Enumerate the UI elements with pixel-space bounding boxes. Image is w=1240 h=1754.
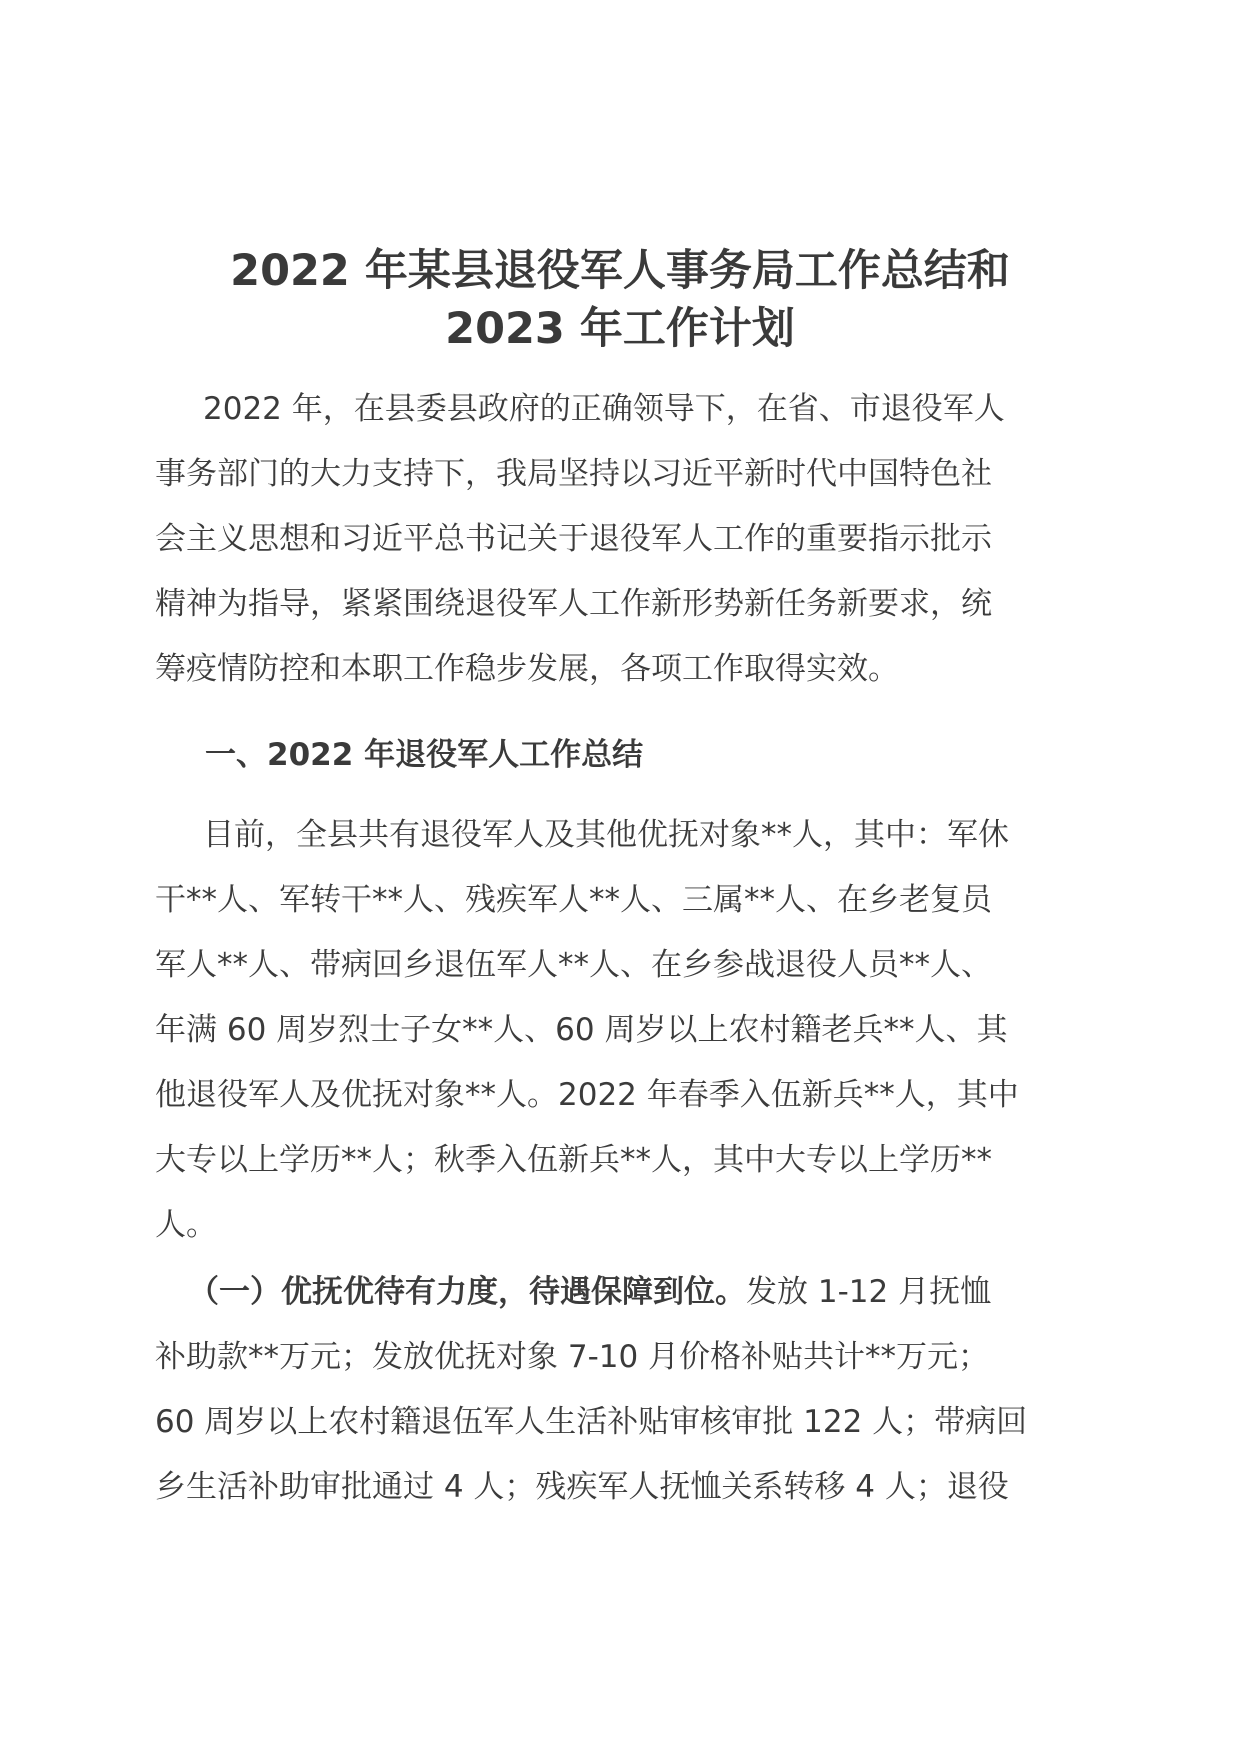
text-line: 年满 60 周岁烈士子女**人、60 周岁以上农村籍老兵**人、其 xyxy=(155,1012,1008,1048)
text-line: 大专以上学历**人；秋季入伍新兵**人，其中大专以上学历** xyxy=(155,1142,992,1178)
subsection-paragraph xyxy=(155,1260,1085,1520)
text-line: 筹疫情防控和本职工作稳步发展，各项工作取得实效。 xyxy=(155,651,899,687)
text-line: 他退役军人及优抚对象**人。2022 年春季入伍新兵**人，其中 xyxy=(155,1077,1019,1113)
text-line: 会主义思想和习近平总书记关于退役军人工作的重要指示批示 xyxy=(155,521,992,557)
document-title xyxy=(140,242,1100,358)
statistics-paragraph xyxy=(155,803,1085,1258)
text-line xyxy=(155,1260,1085,1325)
text-line: 人。 xyxy=(155,1207,217,1243)
section-heading: 一、2022 年退役军人工作总结 xyxy=(205,737,644,773)
title-line-1: 2022 年某县退役军人事务局工作总结和 xyxy=(230,246,1010,296)
text-line: 干**人、军转干**人、残疾军人**人、三属**人、在乡老复员 xyxy=(155,882,992,918)
intro-paragraph xyxy=(155,377,1085,702)
text-line: 补助款**万元；发放优抚对象 7-10 月价格补贴共计**万元； xyxy=(155,1339,990,1375)
text-line: 目前，全县共有退役军人及其他优抚对象**人，其中：军休 xyxy=(203,817,1009,853)
title-line-2: 2023 年工作计划 xyxy=(445,304,795,354)
text-line: 事务部门的大力支持下，我局坚持以习近平新时代中国特色社 xyxy=(155,456,992,492)
subsection-text: 发放 1-12 月抚恤 xyxy=(746,1274,992,1310)
text-line: 精神为指导，紧紧围绕退役军人工作新形势新任务新要求，统 xyxy=(155,586,992,622)
text-line: 乡生活补助审批通过 4 人；残疾军人抚恤关系转移 4 人；退役 xyxy=(155,1469,1009,1505)
subsection-heading: （一）优抚优待有力度，待遇保障到位。 xyxy=(188,1274,746,1310)
text-line: 60 周岁以上农村籍退伍军人生活补贴审核审批 122 人；带病回 xyxy=(155,1404,1028,1440)
text-line: 军人**人、带病回乡退伍军人**人、在乡参战退役人员**人、 xyxy=(155,947,992,983)
text-line: 2022 年，在县委县政府的正确领导下，在省、市退役军人 xyxy=(203,391,1005,427)
